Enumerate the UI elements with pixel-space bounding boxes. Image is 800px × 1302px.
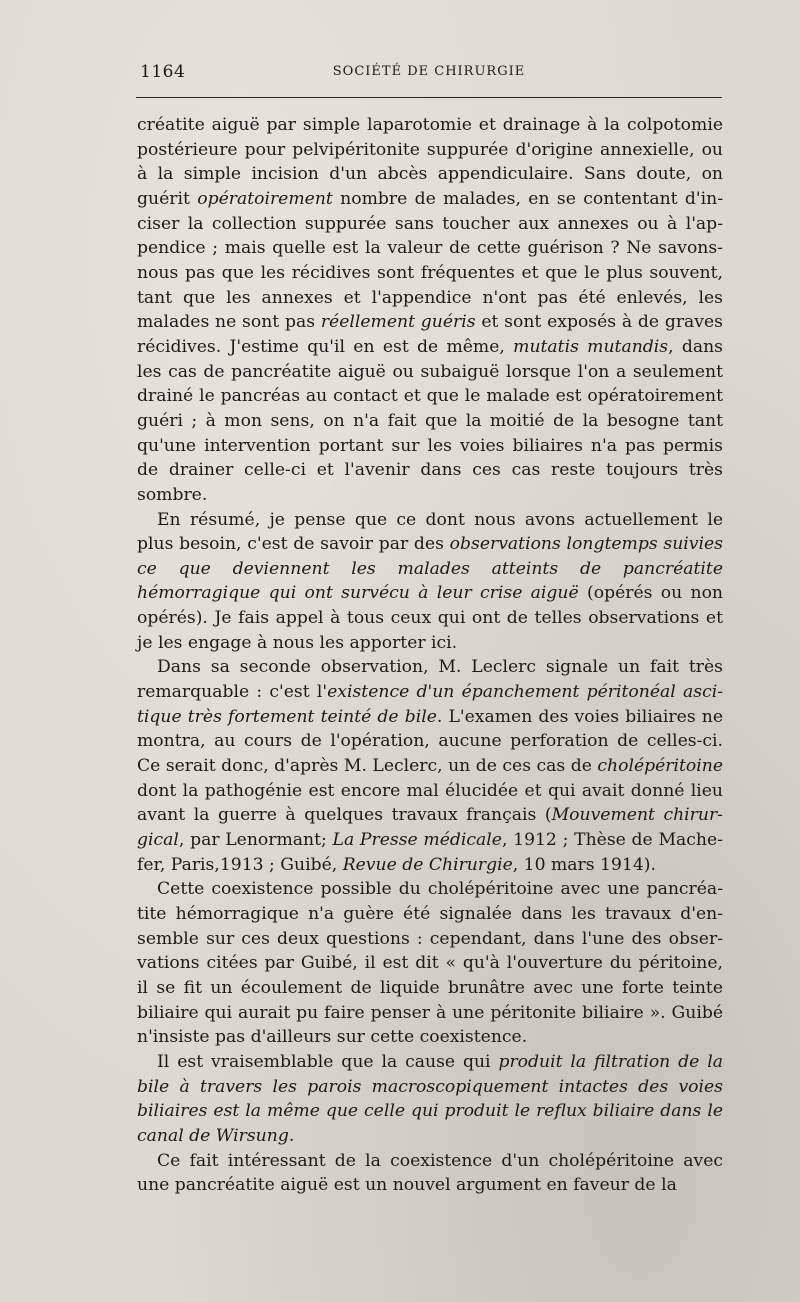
text-run: , 10 mars 1914). (512, 854, 656, 875)
text-run: créatite aiguë par simple laparotomie et drainage à la colpotomie postérieure pour pelvipéritonite suppurée d'origine annexielle, ou à la simple incision d'un abcès appendiculaire. Sans doute, on guérit (137, 115, 723, 209)
header-rule (136, 97, 722, 98)
text-run: Il est vraisemblable que la cause qui (157, 1051, 499, 1072)
text-run: En résumé, je pense que ce dont nous avons actuellement le plus besoin, c'est de savoir par des (137, 509, 723, 555)
paragraph-3 (137, 655, 723, 877)
italic-text: mutatis mutandis (513, 336, 669, 357)
paragraph-4 (137, 877, 723, 1050)
text-run: Ce fait intéressant de la coexistence d'un cholépéritoine avec une pancréatite aiguë est un nouvel argument en faveur de la (137, 1150, 723, 1196)
italic-text: observations longtemps suivies ce que deviennent les malades atteints de pancréatite hémorragique qui ont survécu à leur crise aiguë (137, 534, 723, 604)
page-number: 1164 (140, 62, 186, 82)
italic-text: cholépéritoine (597, 756, 723, 777)
text-run: , dans les cas de pancréatite aiguë ou subaiguë lorsque l'on a seulement drainé le pancréas au contact et que le malade est opératoirement guéri ; à mon sens, on n'a fait que la moitié de la besogne tant qu'une intervention portant sur les voies biliaires n'a pas permis de drainer celle-ci et l'avenir dans ces cas reste toujours très sombre. (137, 336, 723, 505)
italic-text: Mouvement chirurgical (137, 805, 723, 851)
text-run: . (288, 1125, 295, 1146)
paragraph-1 (137, 113, 723, 508)
paragraph-6 (137, 1149, 723, 1198)
text-run: Cette coexistence possible du cholépéritoine avec une pancréatite hémorragique n'a guère été signalée dans les travaux d'ensemble sur ces deux questions : cependant, dans l'une des observations citées par Guibé, il est dit « qu'à l'ouverture du péritoine, il se fit un écoulement de liquide brunâtre avec une forte teinte biliaire qui aurait pu faire penser à une péritonite biliaire ». Guibé n'insiste pas d'ailleurs sur cette coexistence. (137, 879, 723, 1048)
italic-text: produit la filtration de la bile à travers les parois macroscopiquement intactes des voies biliaires est la même que celle qui produit le reflux biliaire dans le canal de Wirsung (137, 1051, 723, 1146)
text-run: , 1912 ; Thèse de Machefer, Paris,1913 ; Guibé, (137, 830, 723, 875)
body-text (137, 113, 723, 1198)
italic-text: existence d'un épanchement péritonéal ascitique très fortement teinté de bile (137, 682, 724, 727)
running-title: SOCIÉTÉ DE CHIRURGIE (332, 64, 526, 79)
text-run: dont la pathogénie est encore mal élucidée et qui avait donné lieu avant la guerre à quelques travaux français ( (137, 780, 723, 826)
text-run: (opérés ou non opérés). Je fais appel à tous ceux qui ont de telles observations et je les engage à nous les apporter ici. (137, 583, 723, 653)
text-run: nombre de malades, en se contentant d'inciser la collection suppurée sans toucher aux annexes ou à l'appendice ; mais quelle est la valeur de cette guérison ? Ne savons-nous pas que les récidives sont fréquentes et que le plus souvent, tant que les annexes et l'appendice n'ont pas été enlevés, les malades ne sont pas (137, 188, 724, 333)
italic-text: La Presse médicale (332, 830, 502, 851)
paragraph-2 (137, 508, 723, 656)
text-run: . L'examen des voies biliaires ne montra, au cours de l'opération, aucune perforation de celles-ci. Ce serait donc, d'après M. Leclerc, un de ces cas de (137, 706, 724, 777)
text-run: Dans sa seconde observation, M. Leclerc signale un fait très remarquable : c'est l' (137, 657, 723, 703)
italic-text: opératoirement (197, 188, 333, 209)
italic-text: Revue de Chirurgie (342, 854, 513, 875)
italic-text: réellement guéris (320, 312, 476, 333)
page-header (136, 60, 722, 86)
text-run: et sont exposés à de graves récidives. J'estime qu'il en est de même, (137, 312, 723, 357)
text-run: , par Lenormant; (178, 830, 333, 851)
paragraph-5 (137, 1050, 723, 1149)
